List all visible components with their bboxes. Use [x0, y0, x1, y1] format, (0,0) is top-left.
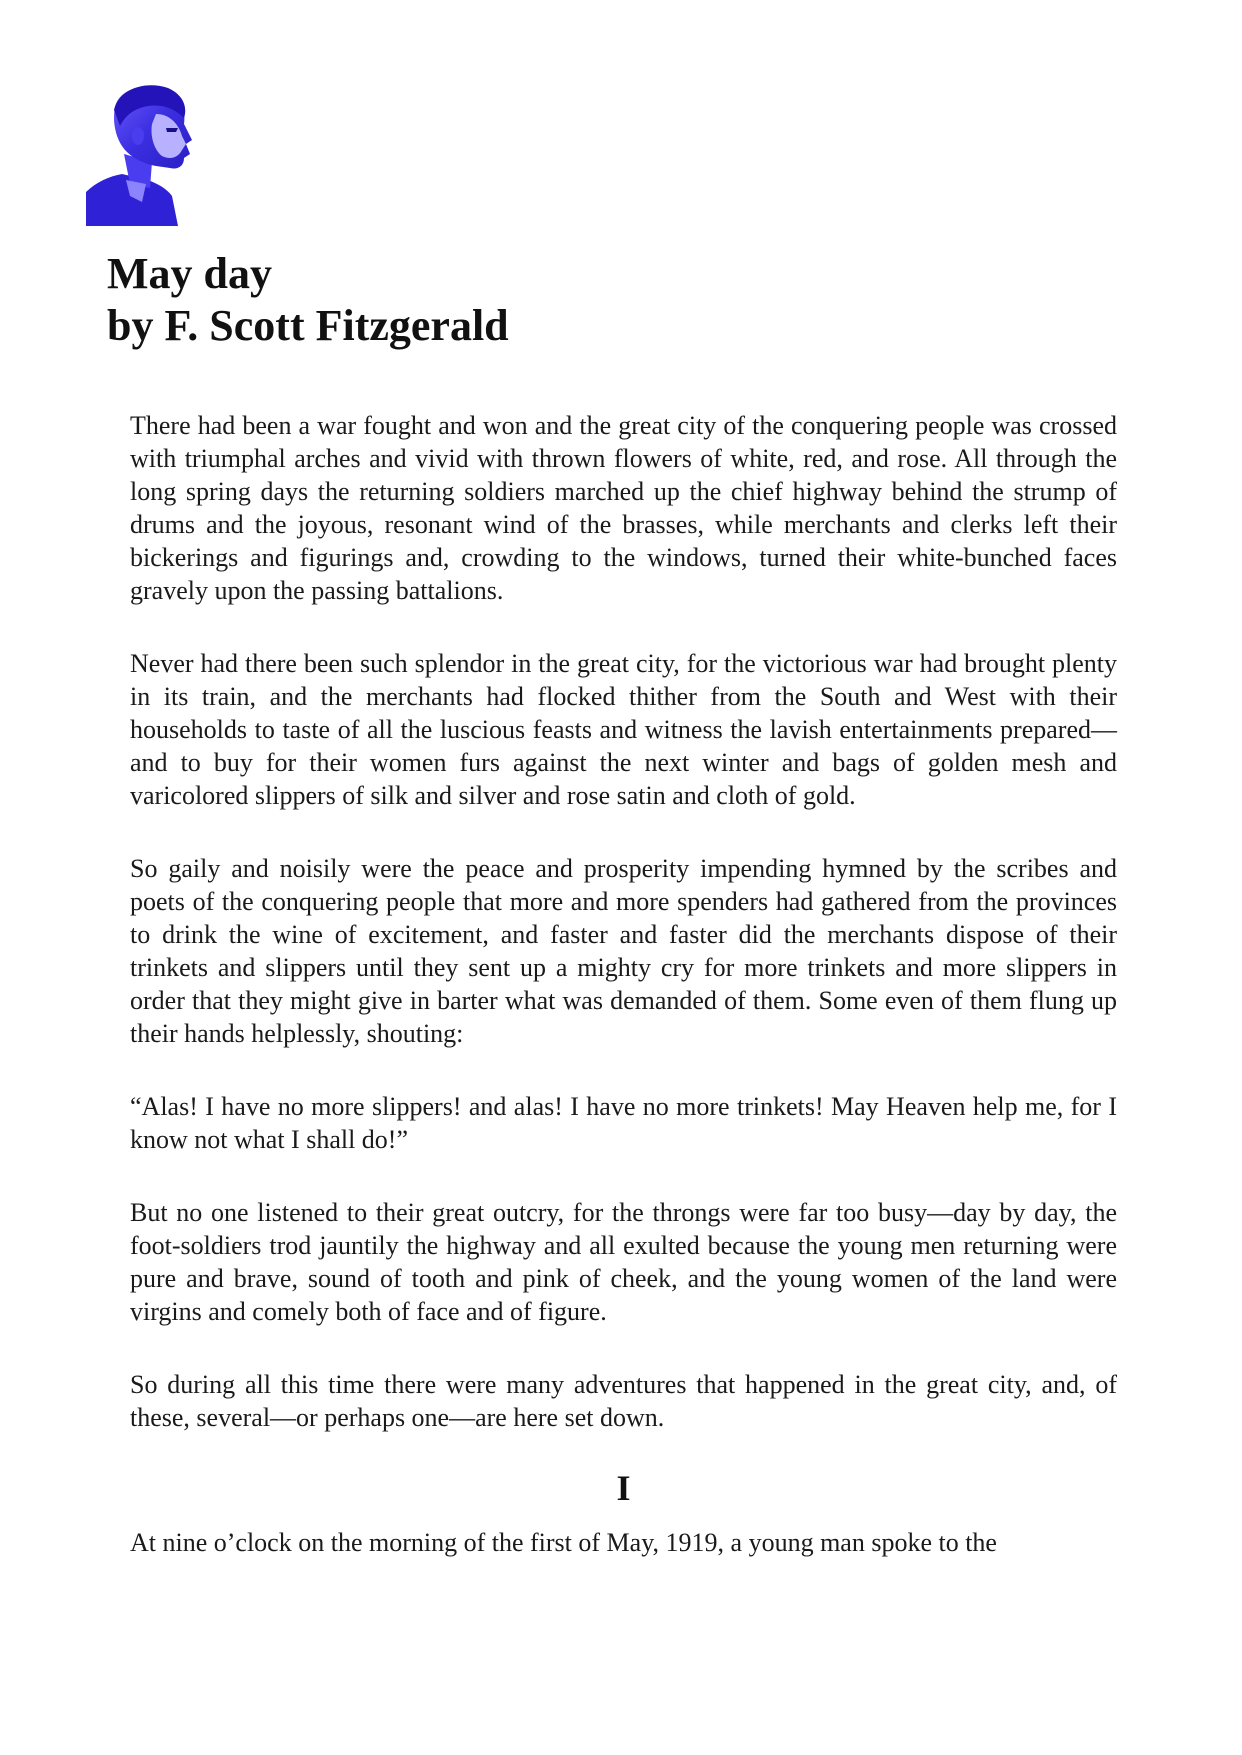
author-byline: by F. Scott Fitzgerald	[107, 301, 509, 350]
paragraph-1: There had been a war fought and won and the great city of the conquering people was crossed with triumphal arches and vivid with thrown flowers of white, red, and rose. All through the long spring days the returning soldiers marched up the chief highway behind the strump of drums and the joyous, resonant wind of the brasses, while merchants and clerks left their bickerings and figurings and, crowding to the windows, turned their white-bunched faces gravely upon the passing battalions.	[130, 411, 1117, 605]
author-portrait-icon	[86, 84, 206, 226]
paragraph-6: So during all this time there were many adventures that happened in the great city, and, of these, several—or perhaps one—are here set down.	[130, 1370, 1117, 1432]
paragraph-3: So gaily and noisily were the peace and prosperity impending hymned by the scribes and poets of the conquering people that more and more spenders had gathered from the provinces to drink the wine of excitement, and faster and faster did the merchants dispose of their trinkets and slippers until they sent up a mighty cry for more trinkets and more slippers in order that they might give in barter what was demanded of them. Some even of them flung up their hands helplessly, shouting:	[130, 854, 1117, 1048]
paragraph-4: “Alas! I have no more slippers! and alas! I have no more trinkets! May Heaven help me, for I know not what I shall do!”	[130, 1092, 1117, 1154]
story-body	[130, 409, 1117, 1559]
paragraph-5: But no one listened to their great outcry, for the throngs were far too busy—day by day, the foot-soldiers trod jauntily the highway and all exulted because the young men returning were pure and brave, sound of tooth and pink of cheek, and the young women of the land were virgins and comely both of face and of figure.	[130, 1198, 1117, 1326]
paragraph-7-start: At nine o’clock on the morning of the first of May, 1919, a young man spoke to the	[130, 1528, 997, 1557]
page-title: May day	[107, 249, 272, 298]
title-block	[107, 248, 509, 352]
chapter-heading: I	[616, 1468, 631, 1508]
paragraph-2: Never had there been such splendor in the great city, for the victorious war had brought plenty in its train, and the merchants had flocked thither from the South and West with their households to taste of all the luscious feasts and witness the lavish entertainments prepared—and to buy for their women furs against the next winter and bags of golden mesh and varicolored slippers of silk and silver and rose satin and cloth of gold.	[130, 649, 1117, 810]
